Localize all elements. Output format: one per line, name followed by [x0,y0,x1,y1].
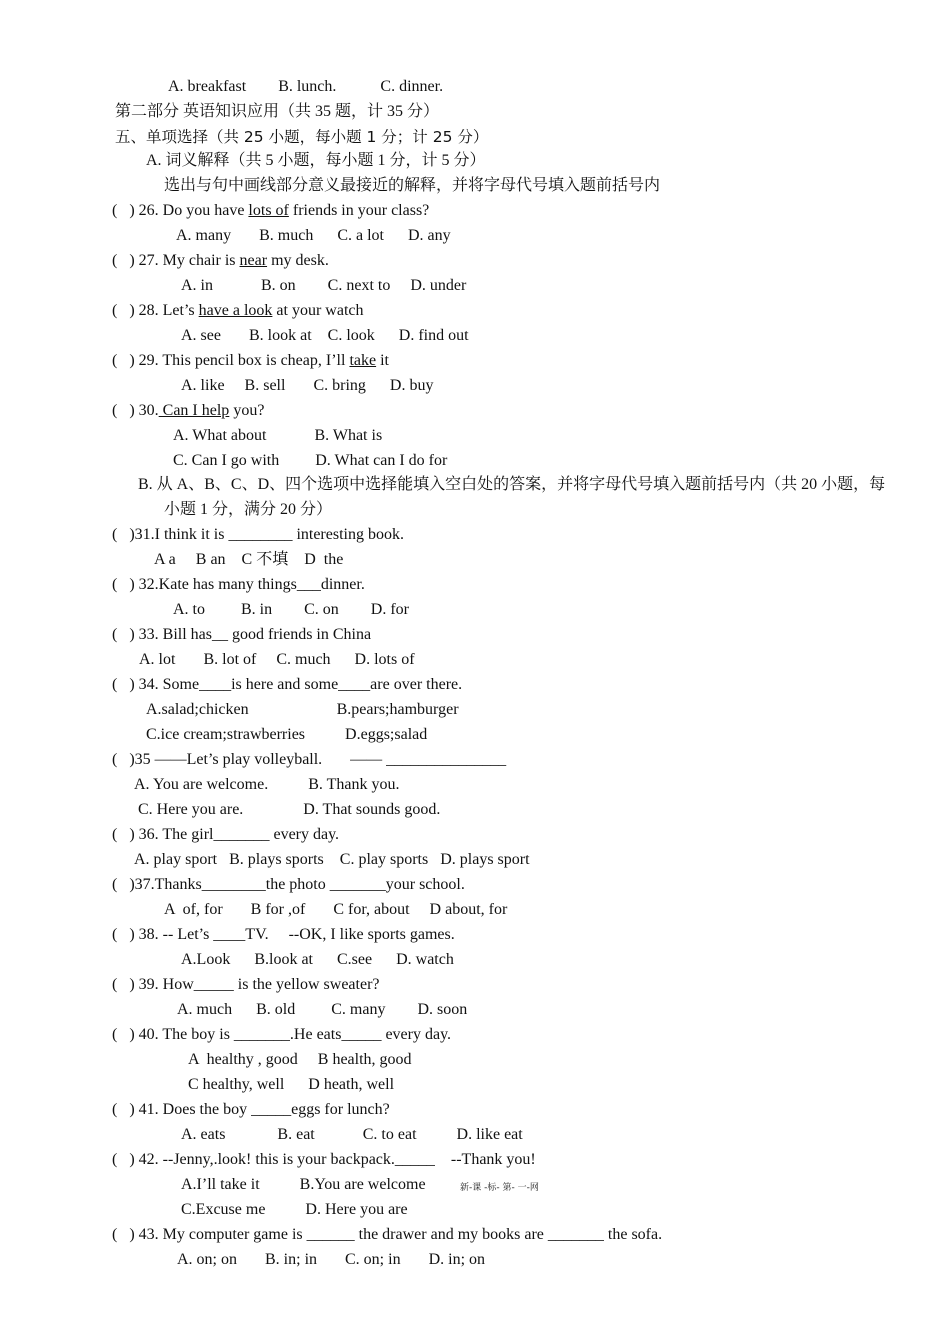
question-43: ( ) 43. My computer game is ______ the drawer and my books are _______ the sofa. [112,1226,663,1243]
question-27 [112,251,329,271]
options-43: A. on; on B. in; in C. on; in D. in; on [177,1251,486,1268]
question-36: ( ) 36. The girl_______ every day. [112,826,340,843]
q-pre: ( ) 29. This pencil box is cheap, I’ll [112,352,350,369]
question-37: ( )37.Thanks________the photo _______your school. [112,876,465,893]
options-31: A a B an C 不填 D the [154,551,344,568]
q-underlined: Can I help [158,402,230,419]
subsection-a-instruction: 选出与句中画线部分意义最接近的解释，并将字母代号填入题前括号内 [164,177,661,194]
q-underlined: take [349,352,377,369]
q-underlined: lots of [248,202,289,219]
q-pre: ( ) 28. Let’s [112,302,199,319]
question-34: ( ) 34. Some____is here and some____are over there. [112,676,463,693]
options-40-row1: A healthy , good B health, good [188,1051,412,1068]
question-29 [112,351,389,371]
q-pre: ( ) 26. Do you have [112,202,249,219]
options-41: A. eats B. eat C. to eat D. like eat [181,1126,523,1143]
q-post: you? [229,402,265,419]
subsection-b-heading: B. 从 A、B、C、D、四个选项中选择能填入空白处的答案，并将字母代号填入题前括号内（共 20 小题，每 [138,476,886,493]
section-five-heading: 五、单项选择（共 25 小题，每小题 1 分；计 25 分） [115,128,489,146]
question-26 [112,201,429,221]
options-37: A of, for B for ,of C for, about D about, for [164,901,508,918]
subsection-a-heading: A. 词义解释（共 5 小题，每小题 1 分，计 5 分） [146,152,486,169]
question-32: ( ) 32.Kate has many things___dinner. [112,576,365,593]
question-42: ( ) 42. --Jenny,.look! this is your backpack._____ --Thank you! [112,1151,536,1168]
question-28 [112,301,363,321]
question-39: ( ) 39. How_____ is the yellow sweater? [112,976,380,993]
subsection-b-heading-cont: 小题 1 分，满分 20 分） [164,501,333,518]
q-post: my desk. [267,252,329,269]
options-28: A. see B. look at C. look D. find out [181,327,469,344]
q-underlined: have a look [198,302,273,319]
options-35-row1: A. You are welcome. B. Thank you. [134,776,400,793]
question-38: ( ) 38. -- Let’s ____TV. --OK, I like sports games. [112,926,455,943]
options-35-row2: C. Here you are. D. That sounds good. [138,801,441,818]
options-42-row2: C.Excuse me D. Here you are [181,1201,408,1218]
question-33: ( ) 33. Bill has__ good friends in China [112,626,372,643]
options-29: A. like B. sell C. bring D. buy [181,377,434,394]
question-40: ( ) 40. The boy is _______.He eats_____ every day. [112,1026,452,1043]
options-38: A.Look B.look at C.see D. watch [181,951,454,968]
options-34-row2: C.ice cream;strawberries D.eggs;salad [146,726,428,743]
options-30-row2: C. Can I go with D. What can I do for [173,452,448,469]
part-two-heading: 第二部分 英语知识应用（共 35 题，计 35 分） [115,103,440,120]
question-30 [112,401,264,421]
options-34-row1: A.salad;chicken B.pears;hamburger [146,701,459,718]
q-post: at your watch [272,302,364,319]
options-39: A. much B. old C. many D. soon [177,1001,468,1018]
options-27: A. in B. on C. next to D. under [181,277,467,294]
options-40-row2: C healthy, well D heath, well [188,1076,395,1093]
options-36: A. play sport B. plays sports C. play sports D. plays sport [134,851,530,868]
question-31: ( )31.I think it is ________ interesting book. [112,526,404,543]
options-26: A. many B. much C. a lot D. any [176,227,451,244]
options-33: A. lot B. lot of C. much D. lots of [139,651,415,668]
options-42-row1: A.I’ll take it B.You are welcome [181,1176,426,1193]
watermark-text: 新-课 -标- 第- 一-网 [460,1183,539,1193]
q-post: it [376,352,389,369]
options-30-row1: A. What about B. What is [173,427,383,444]
q-pre: ( ) 30. [112,402,159,419]
question-35: ( )35 ——Let’s play volleyball. —— _______________ [112,751,507,768]
q-post: friends in your class? [288,202,430,219]
q-pre: ( ) 27. My chair is [112,252,240,269]
q25-options: A. breakfast B. lunch. C. dinner. [168,78,444,95]
options-32: A. to B. in C. on D. for [173,601,409,618]
q-underlined: near [239,252,268,269]
question-41: ( ) 41. Does the boy _____eggs for lunch? [112,1101,390,1118]
